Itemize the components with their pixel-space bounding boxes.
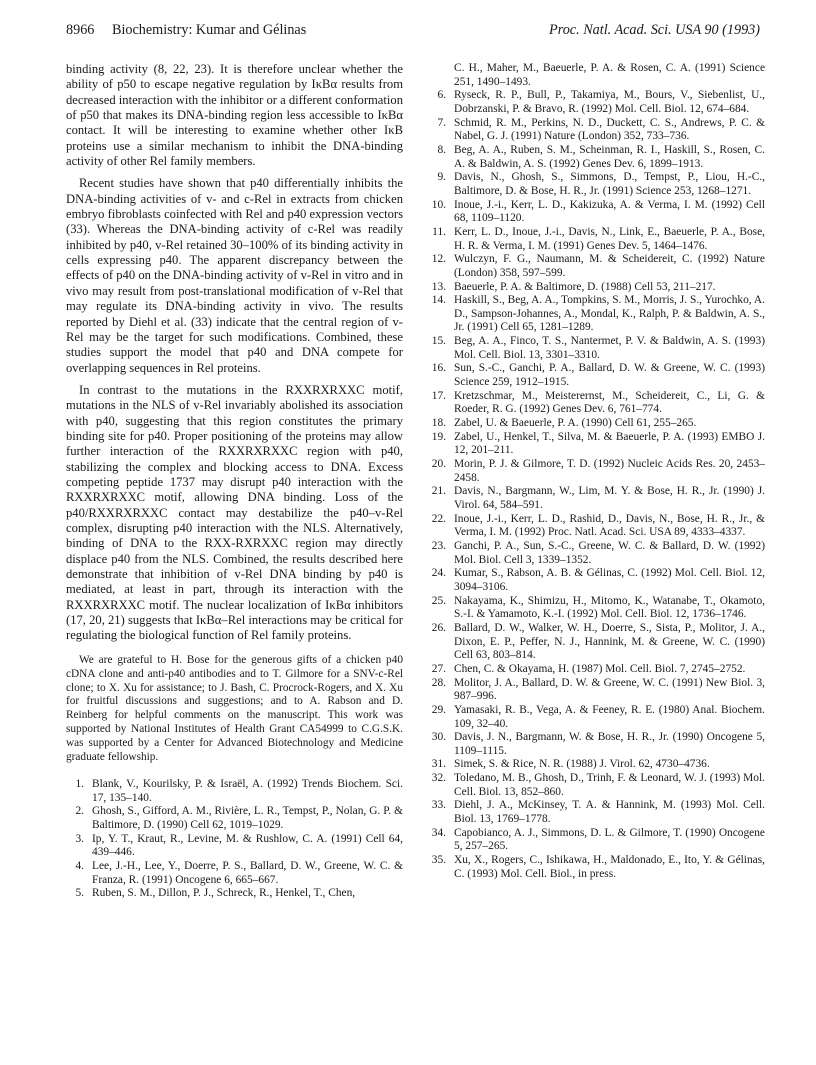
reference-number: 16. xyxy=(431,362,446,375)
reference-item xyxy=(428,89,765,116)
reference-text: Xu, X., Rogers, C., Ishikawa, H., Maldonado, E., Ito, Y. & Gélinas, C. (1993) Mol. Cell. Biol., in press. xyxy=(454,854,765,880)
reference-item xyxy=(428,417,765,431)
reference-number: 6. xyxy=(437,89,446,102)
reference-number: 3. xyxy=(75,832,84,845)
reference-item xyxy=(428,758,765,772)
reference-item xyxy=(428,513,765,540)
reference-item xyxy=(428,622,765,663)
reference-number: 8. xyxy=(437,143,446,156)
reference-text: Kretzschmar, M., Meisterernst, M., Scheidereit, C., Li, G. & Roeder, R. G. (1992) Genes Dev. 6, 761–774. xyxy=(454,389,765,416)
reference-text: Kumar, S., Rabson, A. B. & Gélinas, C. (1992) Mol. Cell. Biol. 12, 3094–3106. xyxy=(454,567,765,593)
reference-text: Blank, V., Kourilsky, P. & Israël, A. (1992) Trends Biochem. Sci. 17, 135–140. xyxy=(92,777,403,804)
reference-text: Nakayama, K., Shimizu, H., Mitomo, K., Watanabe, T., Okamoto, S.-I. & Yamamoto, K.-I. (1992) Mol. Cell. Biol. 12, 1736–1746. xyxy=(454,594,765,621)
reference-number: 7. xyxy=(437,116,446,129)
reference-text: Zabel, U., Henkel, T., Silva, M. & Baeuerle, P. A. (1993) EMBO J. 12, 201–211. xyxy=(454,430,765,457)
journal-citation: Proc. Natl. Acad. Sci. USA 90 (1993) xyxy=(549,22,760,38)
reference-number: 32. xyxy=(431,772,446,785)
reference-number: 19. xyxy=(431,430,446,443)
reference-text: Davis, N., Bargmann, W., Lim, M. Y. & Bose, H. R., Jr. (1990) J. Virol. 64, 584–591. xyxy=(454,485,765,511)
reference-text: Inoue, J.-i., Kerr, L. D., Rashid, D., Davis, N., Bose, H. R., Jr., & Verma, I. M. (1992) Proc. Natl. Acad. Sci. USA 89, 4333–4337. xyxy=(454,512,765,539)
reference-item xyxy=(428,144,765,171)
right-column xyxy=(428,62,765,881)
reference-text: Inoue, J.-i., Kerr, L. D., Kakizuka, A. & Verma, I. M. (1992) Cell 68, 1109–1120. xyxy=(454,198,765,225)
reference-text: Wulczyn, F. G., Naumann, M. & Scheidereit, C. (1992) Nature (London) 358, 597–599. xyxy=(454,253,765,279)
reference-number: 12. xyxy=(431,253,446,266)
reference-number: 20. xyxy=(431,458,446,471)
reference-number: 30. xyxy=(431,731,446,744)
reference-item xyxy=(428,294,765,335)
reference-text: Toledano, M. B., Ghosh, D., Trinh, F. & Leonard, W. J. (1993) Mol. Cell. Biol. 13, 852–860. xyxy=(454,772,765,798)
reference-item xyxy=(428,704,765,731)
reference-item xyxy=(428,540,765,567)
reference-item xyxy=(428,854,765,881)
reference-item xyxy=(428,226,765,253)
running-title: Biochemistry: Kumar and Gélinas xyxy=(112,22,307,38)
reference-item xyxy=(428,335,765,362)
body-paragraph: In contrast to the mutations in the RXXRXRXXC motif, mutations in the NLS of v-Rel invariably abolished its association with p40, suggesting that this region constitutes the primary binding site for p40. Proper positioning of the proteins may allow further interaction of the RXXRXRXXC region with p40, stabilizing the complex and blocking access to DNA. Excess competing peptide 1737 may disrupt p40 interaction with the RXXRXRXXC motif, allowing DNA binding. Loss of the p40/RXXRXRXXC contact may destabilize the p40–v-Rel complex, disrupting p40 interaction with the NLS. Alternatively, binding of DNA to the RXX-RXRXXC region may directly displace p40 from the NLS. Combined, the results described here demonstrate that inhibition of v-Rel DNA binding by p40 is mediated, at least in part, through its interaction with the RXXRXRXXC motif. The nuclear localization of IκBα inhibitors (17, 20, 21) suggests that IκBα–Rel interactions may be critical for regulating the biological function of Rel family proteins. xyxy=(66,382,403,643)
reference-text: Ghosh, S., Gifford, A. M., Rivière, L. R., Tempst, P., Nolan, G. P. & Baltimore, D. (1990) Cell 62, 1019–1029. xyxy=(92,805,403,831)
reference-item xyxy=(428,827,765,854)
left-column xyxy=(66,62,403,901)
reference-number: 22. xyxy=(431,512,446,525)
reference-number: 24. xyxy=(431,567,446,580)
reference-item xyxy=(66,805,403,832)
reference-text: Capobianco, A. J., Simmons, D. L. & Gilmore, T. (1990) Oncogene 5, 257–265. xyxy=(454,826,765,853)
reference-item xyxy=(428,390,765,417)
reference-number: 34. xyxy=(431,826,446,839)
reference-number: 5. xyxy=(75,887,84,900)
reference-item xyxy=(428,62,765,89)
reference-list xyxy=(66,778,403,901)
reference-number: 13. xyxy=(431,280,446,293)
reference-number: 2. xyxy=(75,805,84,818)
reference-text: Ganchi, P. A., Sun, S.-C., Greene, W. C. & Ballard, D. W. (1992) Mol. Biol. Cell 3, 1339–1352. xyxy=(454,539,765,566)
reference-number: 26. xyxy=(431,621,446,634)
reference-number: 27. xyxy=(431,662,446,675)
reference-number: 9. xyxy=(437,171,446,184)
reference-number: 15. xyxy=(431,335,446,348)
reference-item xyxy=(428,567,765,594)
reference-item xyxy=(428,431,765,458)
reference-text: Diehl, J. A., McKinsey, T. A. & Hannink, M. (1993) Mol. Cell. Biol. 13, 1769–1778. xyxy=(454,799,765,826)
reference-text: Lee, J.-H., Lee, Y., Doerre, P. S., Ballard, D. W., Greene, W. C. & Franza, R. (1991) Oncogene 6, 665–667. xyxy=(92,859,403,886)
reference-number: 25. xyxy=(431,594,446,607)
reference-item xyxy=(428,485,765,512)
reference-item xyxy=(428,281,765,295)
reference-number: 11. xyxy=(432,225,446,238)
reference-item xyxy=(66,833,403,860)
page-number: 8966 xyxy=(66,22,95,38)
reference-item xyxy=(428,677,765,704)
reference-text: Haskill, S., Beg, A. A., Tompkins, S. M., Morris, J. S., Yurochko, A. D., Sampson-Johannes, A., Mondal, K., Ralph, P. & Baldwin, A. S., Jr. (1991) Cell 65, 1281–1289. xyxy=(454,294,765,334)
reference-item xyxy=(66,887,403,901)
reference-text: Yamasaki, R. B., Vega, A. & Feeney, R. E. (1980) Anal. Biochem. 109, 32–40. xyxy=(454,703,765,730)
reference-text: Molitor, J. A., Ballard, D. W. & Greene, W. C. (1991) New Biol. 3, 987–996. xyxy=(454,676,765,703)
reference-item xyxy=(428,595,765,622)
reference-number: 4. xyxy=(75,859,84,872)
reference-number: 14. xyxy=(431,294,446,307)
reference-text: Sun, S.-C., Ganchi, P. A., Ballard, D. W. & Greene, W. C. (1993) Science 259, 1912–1915. xyxy=(454,362,765,389)
reference-item xyxy=(66,778,403,805)
reference-item xyxy=(428,663,765,677)
reference-number: 28. xyxy=(431,676,446,689)
reference-item xyxy=(428,458,765,485)
body-paragraph: Recent studies have shown that p40 differentially inhibits the DNA-binding activities of v- and c-Rel in extracts from chicken embryo fibroblasts coinfected with Rel and p40 expression vectors (33). Whereas the DNA-binding activity of c-Rel was readily inhibited by p40, v-Rel retained 30–100% of its binding activity in cells expressing p40. The apparent discrepancy between the effects of p40 on the DNA-binding activity of v-Rel in vitro and in vivo may result from post-translational modification of v-Rel that may regulate its DNA-binding activity in vivo. The results reported by Diehl et al. (33) indicate that the central region of v-Rel may be the target for such modifications. Combined, these studies support the model that p40 and DNA compete for overlapping sequences in Rel proteins. xyxy=(66,176,403,375)
reference-number: 18. xyxy=(431,417,446,430)
reference-text: C. H., Maher, M., Baeuerle, P. A. & Rosen, C. A. (1991) Science 251, 1490–1493. xyxy=(454,62,765,88)
reference-number: 10. xyxy=(431,198,446,211)
reference-text: Beg, A. A., Finco, T. S., Nantermet, P. V. & Baldwin, A. S. (1993) Mol. Cell. Biol. 13, 3301–3310. xyxy=(454,335,765,361)
reference-text: Ip, Y. T., Kraut, R., Levine, M. & Rushlow, C. A. (1991) Cell 64, 439–446. xyxy=(92,832,403,859)
reference-number: 33. xyxy=(431,799,446,812)
reference-item xyxy=(428,731,765,758)
reference-text: Chen, C. & Okayama, H. (1987) Mol. Cell. Biol. 7, 2745–2752. xyxy=(454,662,746,675)
reference-text: Zabel, U. & Baeuerle, P. A. (1990) Cell 61, 255–265. xyxy=(454,417,697,430)
reference-number: 1. xyxy=(75,777,84,790)
reference-item xyxy=(428,171,765,198)
reference-number: 31. xyxy=(431,758,446,771)
reference-item xyxy=(66,860,403,887)
reference-item xyxy=(428,199,765,226)
reference-text: Morin, P. J. & Gilmore, T. D. (1992) Nucleic Acids Res. 20, 2453–2458. xyxy=(454,458,765,484)
reference-item xyxy=(428,772,765,799)
reference-number: 29. xyxy=(431,703,446,716)
reference-item xyxy=(428,362,765,389)
reference-text: Davis, J. N., Bargmann, W. & Bose, H. R., Jr. (1990) Oncogene 5, 1109–1115. xyxy=(454,731,765,757)
reference-text: Baeuerle, P. A. & Baltimore, D. (1988) Cell 53, 211–217. xyxy=(454,280,716,293)
acknowledgment: We are grateful to H. Bose for the generous gifts of a chicken p40 cDNA clone and anti-p40 antibodies and to T. Gilmore for a SNV-c-Rel clone; to X. Xu for assistance; to J. Bash, C. Procrock-Rogers, and X. Xu for fruitful discussions and suggestions; and to A. Rabson and D. Reinberg for helpful comments on the manuscript. This work was supported by National Institutes of Health Grant CA54999 to C.G.S.K. was supported by a Center for Advanced Biotechnology and Medicine graduate fellowship. xyxy=(66,653,403,764)
reference-text: Schmid, R. M., Perkins, N. D., Duckett, C. S., Andrews, P. C. & Nabel, G. J. (1991) Nature (London) 352, 733–736. xyxy=(454,116,765,143)
reference-text: Simek, S. & Rice, N. R. (1988) J. Virol. 62, 4730–4736. xyxy=(454,758,710,771)
reference-number: 17. xyxy=(431,389,446,402)
reference-text: Ryseck, R. P., Bull, P., Takamiya, M., Bours, V., Siebenlist, U., Dobrzanski, P. & Bravo, R. (1992) Mol. Cell. Biol. 12, 674–684. xyxy=(454,89,765,115)
reference-number: 21. xyxy=(431,485,446,498)
reference-list-continued xyxy=(428,62,765,881)
reference-item xyxy=(428,117,765,144)
body-paragraph: binding activity (8, 22, 23). It is therefore unclear whether the ability of p50 to escape negative regulation by IκBα results from decreased interaction with the inhibitor or a different conformation of p50 that makes its DNA-binding region less accessible to IκBα contact. It will be interesting to examine whether other IκB proteins use a similar mechanism to inhibit the DNA-binding activity of other Rel family members. xyxy=(66,62,403,169)
reference-text: Ruben, S. M., Dillon, P. J., Schreck, R., Henkel, T., Chen, xyxy=(92,887,356,900)
reference-item xyxy=(428,799,765,826)
reference-text: Ballard, D. W., Walker, W. H., Doerre, S., Sista, P., Molitor, J. A., Dixon, E. P., Peffer, N. J., Hannink, M. & Greene, W. C. (1990) Cell 63, 803–814. xyxy=(454,621,765,662)
reference-text: Kerr, L. D., Inoue, J.-i., Davis, N., Link, E., Baeuerle, P. A., Bose, H. R. & Verma, I. M. (1991) Genes Dev. 5, 1464–1476. xyxy=(454,225,765,252)
reference-number: 35. xyxy=(431,854,446,867)
reference-number: 23. xyxy=(431,539,446,552)
reference-text: Davis, N., Ghosh, S., Simmons, D., Tempst, P., Liou, H.-C., Baltimore, D. & Bose, H. R., Jr. (1991) Science 253, 1268–1271. xyxy=(454,171,765,197)
reference-item xyxy=(428,253,765,280)
reference-text: Beg, A. A., Ruben, S. M., Scheinman, R. I., Haskill, S., Rosen, C. A. & Baldwin, A. S. (1992) Genes Dev. 6, 1899–1913. xyxy=(454,143,765,170)
running-header xyxy=(66,22,760,40)
